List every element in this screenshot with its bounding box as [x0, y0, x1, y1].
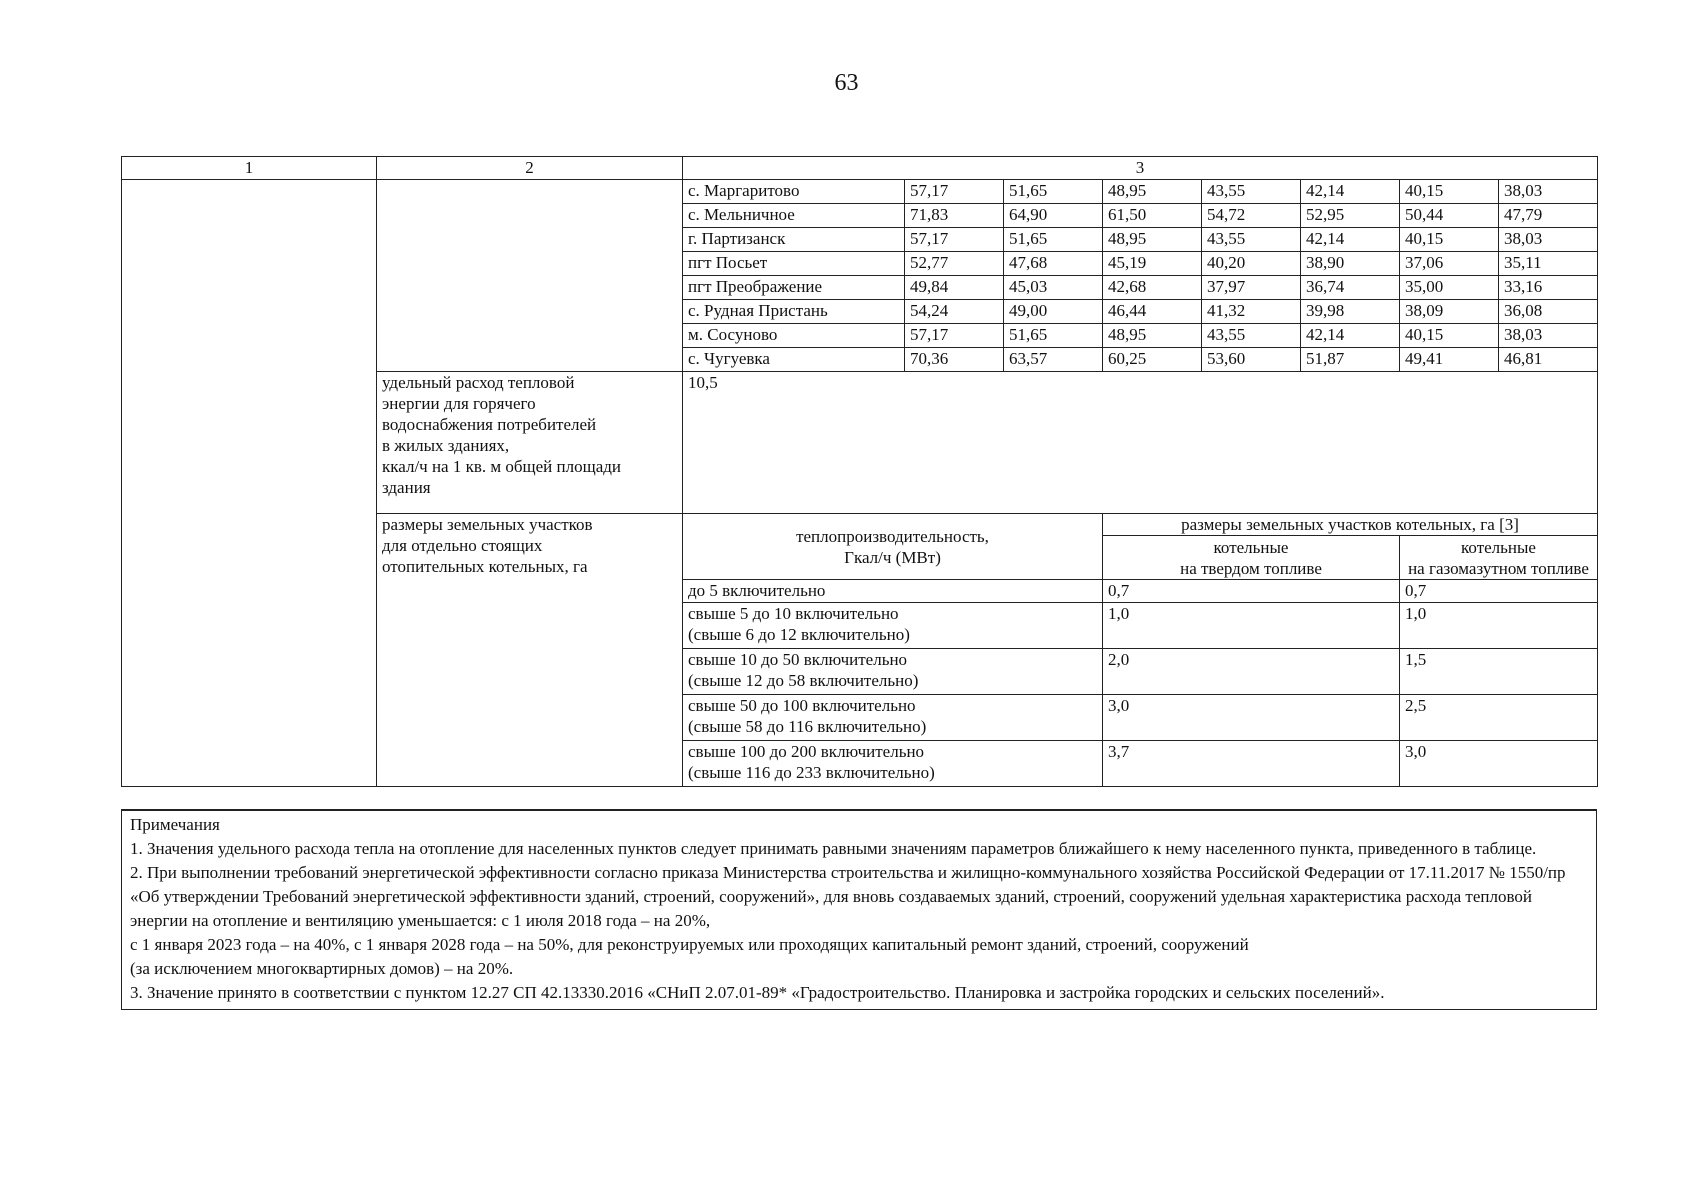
- note-2: 2. При выполнении требований энергетической эффективности согласно приказа Министерства строительства и жилищно-коммунального хозяйства Российской Федерации от 17.11.2017 № 1550/пр «Об утверждении Требований энергетической эффективности зданий, строений, сооружений», для вновь создаваемых зданий, строений, сооружений удельная характеристика расхода тепловой энергии на отопление и вентиляцию уменьшается: с 1 июля 2018 года – на 20%,: [130, 863, 1566, 930]
- city-name: с. Чугуевка: [683, 348, 905, 372]
- value-cell: 35,11: [1499, 252, 1598, 276]
- value-cell: 46,81: [1499, 348, 1598, 372]
- gas-value: 0,7: [1400, 580, 1598, 603]
- solid-value: 1,0: [1103, 603, 1400, 649]
- capacity-range: свыше 50 до 100 включительно (свыше 58 до 116 включительно): [683, 695, 1103, 741]
- solid-value: 2,0: [1103, 649, 1400, 695]
- value-cell: 42,14: [1301, 180, 1400, 204]
- value-cell: 37,97: [1202, 276, 1301, 300]
- notes-title: Примечания: [130, 815, 220, 834]
- capacity-range: свыше 5 до 10 включительно (свыше 6 до 12 включительно): [683, 603, 1103, 649]
- city-name: пгт Преображение: [683, 276, 905, 300]
- value-cell: 40,20: [1202, 252, 1301, 276]
- value-cell: 52,95: [1301, 204, 1400, 228]
- value-cell: 47,68: [1004, 252, 1103, 276]
- value-cell: 64,90: [1004, 204, 1103, 228]
- value-cell: 70,36: [905, 348, 1004, 372]
- value-cell: 47,79: [1499, 204, 1598, 228]
- value-cell: 39,98: [1301, 300, 1400, 324]
- city-name: пгт Посьет: [683, 252, 905, 276]
- city-name: с. Рудная Пристань: [683, 300, 905, 324]
- value-cell: 35,00: [1400, 276, 1499, 300]
- value-cell: 38,09: [1400, 300, 1499, 324]
- value-cell: 51,65: [1004, 228, 1103, 252]
- hot-water-value: 10,5: [683, 372, 1598, 514]
- gas-value: 3,0: [1400, 741, 1598, 787]
- value-cell: 38,90: [1301, 252, 1400, 276]
- page-number: 63: [834, 70, 859, 96]
- value-cell: 42,14: [1301, 324, 1400, 348]
- header-col-1: 1: [122, 157, 377, 180]
- gas-value: 1,0: [1400, 603, 1598, 649]
- value-cell: 53,60: [1202, 348, 1301, 372]
- column-2-cell: [377, 180, 683, 372]
- note-2-end: (за исключением многоквартирных домов) – на 20%.: [130, 959, 514, 978]
- value-cell: 49,41: [1400, 348, 1499, 372]
- value-cell: 50,44: [1400, 204, 1499, 228]
- value-cell: 38,03: [1499, 228, 1598, 252]
- capacity-range: свыше 100 до 200 включительно (свыше 116 до 233 включительно): [683, 741, 1103, 787]
- city-name: г. Партизанск: [683, 228, 905, 252]
- standards-table: [121, 156, 1598, 787]
- value-cell: 33,16: [1499, 276, 1598, 300]
- value-cell: 48,95: [1103, 228, 1202, 252]
- value-cell: 48,95: [1103, 324, 1202, 348]
- note-1: 1. Значения удельного расхода тепла на отопление для населенных пунктов следует принимать равными значениям параметров ближайшего к нему населенного пункта, приведенного в таблице.: [130, 839, 1537, 858]
- city-name: с. Маргаритово: [683, 180, 905, 204]
- value-cell: 42,14: [1301, 228, 1400, 252]
- gas-fuel-header: котельные на газомазутном топливе: [1400, 536, 1598, 580]
- value-cell: 42,68: [1103, 276, 1202, 300]
- value-cell: 38,03: [1499, 324, 1598, 348]
- value-cell: 61,50: [1103, 204, 1202, 228]
- table-row: [122, 180, 1598, 204]
- boiler-label: размеры земельных участков для отдельно стоящих отопительных котельных, га: [377, 514, 683, 787]
- value-cell: 45,19: [1103, 252, 1202, 276]
- note-3: 3. Значение принято в соответствии с пунктом 12.27 СП 42.13330.2016 «СНиП 2.07.01-89* «Градостроительство. Планировка и застройка городских и сельских поселений».: [130, 983, 1385, 1002]
- value-cell: 51,65: [1004, 180, 1103, 204]
- table-header-row: [122, 157, 1598, 180]
- value-cell: 41,32: [1202, 300, 1301, 324]
- value-cell: 48,95: [1103, 180, 1202, 204]
- value-cell: 49,00: [1004, 300, 1103, 324]
- column-1-cell: [122, 180, 377, 787]
- value-cell: 60,25: [1103, 348, 1202, 372]
- value-cell: 37,06: [1400, 252, 1499, 276]
- value-cell: 54,72: [1202, 204, 1301, 228]
- value-cell: 38,03: [1499, 180, 1598, 204]
- notes-section: [121, 809, 1597, 1010]
- gas-value: 1,5: [1400, 649, 1598, 695]
- value-cell: 57,17: [905, 324, 1004, 348]
- solid-value: 0,7: [1103, 580, 1400, 603]
- capacity-range: до 5 включительно: [683, 580, 1103, 603]
- header-col-3: 3: [683, 157, 1598, 180]
- header-col-2: 2: [377, 157, 683, 180]
- value-cell: 63,57: [1004, 348, 1103, 372]
- capacity-range: свыше 10 до 50 включительно (свыше 12 до 58 включительно): [683, 649, 1103, 695]
- value-cell: 51,87: [1301, 348, 1400, 372]
- value-cell: 57,17: [905, 228, 1004, 252]
- value-cell: 51,65: [1004, 324, 1103, 348]
- value-cell: 71,83: [905, 204, 1004, 228]
- solid-value: 3,7: [1103, 741, 1400, 787]
- note-2-continued: с 1 января 2023 года – на 40%, с 1 января 2028 года – на 50%, для реконструируемых или проходящих капитальный ремонт зданий, строений, сооружений: [130, 935, 1249, 954]
- value-cell: 52,77: [905, 252, 1004, 276]
- value-cell: 54,24: [905, 300, 1004, 324]
- value-cell: 40,15: [1400, 180, 1499, 204]
- city-name: м. Сосуново: [683, 324, 905, 348]
- value-cell: 45,03: [1004, 276, 1103, 300]
- value-cell: 46,44: [1103, 300, 1202, 324]
- land-size-header: размеры земельных участков котельных, га [3]: [1103, 514, 1598, 536]
- gas-value: 2,5: [1400, 695, 1598, 741]
- capacity-header: теплопроизводительность, Гкал/ч (МВт): [683, 514, 1103, 580]
- value-cell: 57,17: [905, 180, 1004, 204]
- value-cell: 40,15: [1400, 228, 1499, 252]
- city-name: с. Мельничное: [683, 204, 905, 228]
- solid-value: 3,0: [1103, 695, 1400, 741]
- value-cell: 36,74: [1301, 276, 1400, 300]
- value-cell: 36,08: [1499, 300, 1598, 324]
- hot-water-label: удельный расход тепловой энергии для горячего водоснабжения потребителей в жилых зданиях, ккал/ч на 1 кв. м общей площади здания: [377, 372, 683, 514]
- solid-fuel-header: котельные на твердом топливе: [1103, 536, 1400, 580]
- value-cell: 43,55: [1202, 228, 1301, 252]
- value-cell: 43,55: [1202, 324, 1301, 348]
- value-cell: 49,84: [905, 276, 1004, 300]
- value-cell: 40,15: [1400, 324, 1499, 348]
- value-cell: 43,55: [1202, 180, 1301, 204]
